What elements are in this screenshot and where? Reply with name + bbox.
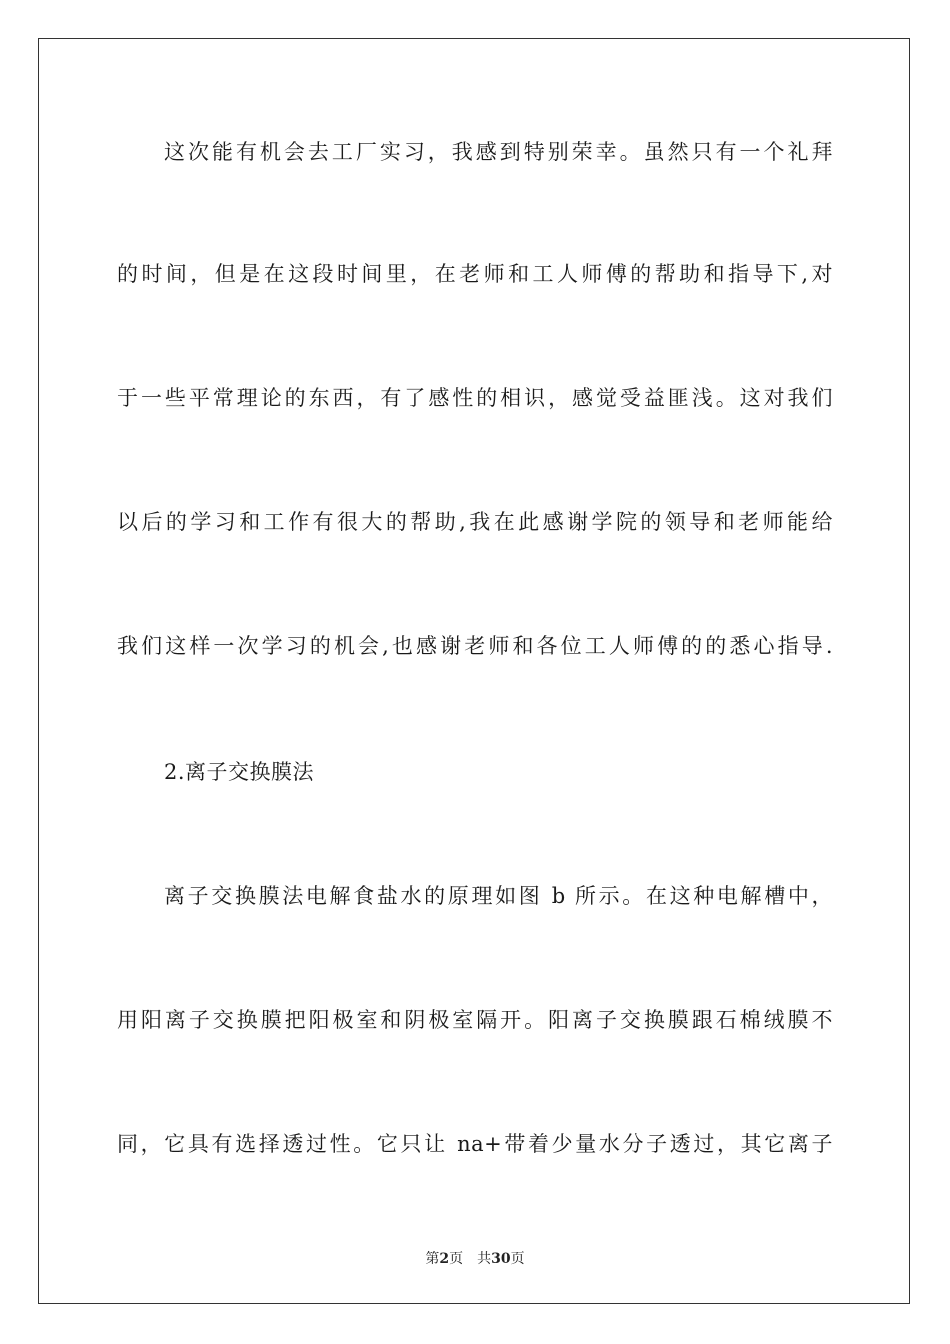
total-page-count: 30 [491, 1251, 511, 1267]
paragraph-line: 的时间，但是在这段时间里，在老师和工人师傅的帮助和指导下,对 [117, 262, 833, 286]
paragraph-line: 我们这样一次学习的机会,也感谢老师和各位工人师傅的的悉心指导. [117, 634, 833, 658]
paragraph-line: 同，它具有选择透过性。它只让 na+带着少量水分子透过，其它离子 [117, 1132, 833, 1156]
footer-page-prefix: 第 [425, 1251, 440, 1267]
footer-page-suffix: 页 [449, 1251, 464, 1267]
page-border [38, 38, 910, 1304]
paragraph-line: 用阳离子交换膜把阳极室和阴极室隔开。阳离子交换膜跟石棉绒膜不 [117, 1008, 833, 1032]
current-page-number: 2 [439, 1251, 450, 1267]
paragraph-line: 于一些平常理论的东西，有了感性的相识，感觉受益匪浅。这对我们 [117, 386, 833, 410]
page-footer [0, 1248, 950, 1268]
paragraph-line: 离子交换膜法电解食盐水的原理如图 b 所示。在这种电解槽中， [164, 884, 833, 908]
footer-total-suffix: 页 [510, 1251, 525, 1267]
paragraph-line: 以后的学习和工作有很大的帮助,我在此感谢学院的领导和老师能给 [117, 510, 833, 534]
section-heading: 2.离子交换膜法 [164, 760, 315, 784]
paragraph-line: 这次能有机会去工厂实习，我感到特别荣幸。虽然只有一个礼拜 [164, 140, 833, 164]
footer-total-prefix: 共 [477, 1251, 492, 1267]
